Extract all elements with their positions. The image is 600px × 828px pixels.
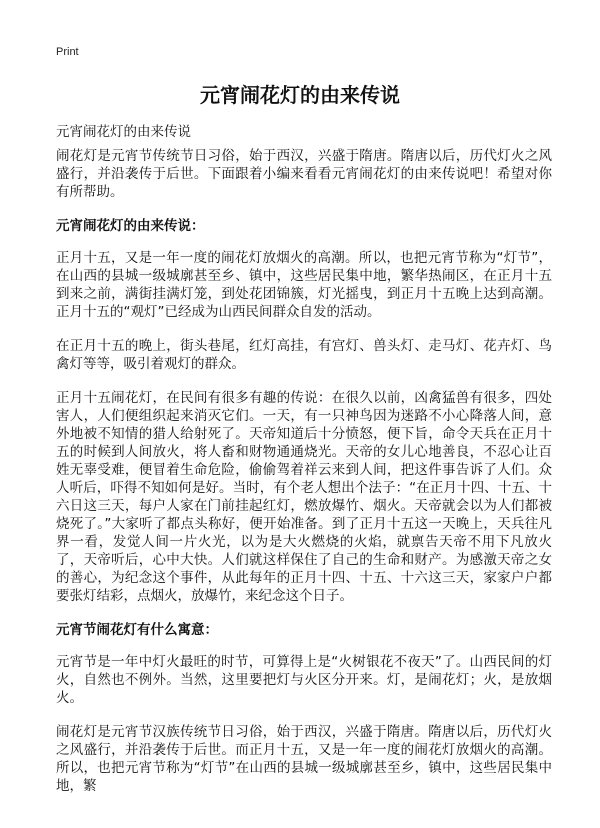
paragraph-meaning-1: 元宵节是一年中灯火最旺的时节，可算得上是“火树银花不夜天”了。山西民间的灯火，自然也不例外。当然，这里要把灯与火区分开来。灯，是闹花灯；火，是放烟火。 xyxy=(56,654,552,706)
print-link[interactable]: Print xyxy=(56,46,79,58)
article-body xyxy=(56,147,552,811)
paragraph-legend: 正月十五闹花灯，在民间有很多有趣的传说：在很久以前，凶禽猛兽有很多，四处害人，人们便组织起来消灭它们。一天，有一只神鸟因为迷路不小心降落人间，意外地被不知情的猎人给射死了。天帝知道后十分愤怒，便下旨，命令天兵在正月十五的时候到人间放火，将人畜和财物通通烧光。天帝的女儿心地善良，不忍心让百姓无辜受难，便冒着生命危险，偷偷驾着祥云来到人间，把这件事告诉了人们。众人听后，吓得不知如何是好。当时，有个老人想出个法子：“在正月十四、十五、十六日这三天，每户人家在门前挂起红灯，燃放爆竹、烟火。天帝就会以为人们都被烧死了。”大家听了都点头称好，便开始准备。到了正月十五这一天晚上，天兵往凡界一看，发觉人间一片火光，以为是大火燃烧的火焰，就禀告天帝不用下凡放火了，天帝听后，心中大快。人们就这样保住了自己的生命和财产。为感激天帝之女的善心，为纪念这个事件，从此每年的正月十四、十五、十六这三天，家家户户都要张灯结彩，点烟火，放爆竹，来纪念这个日子。 xyxy=(56,390,552,604)
page-title: 元宵闹花灯的由来传说 xyxy=(200,83,400,107)
article-subtitle: 元宵闹花灯的由来传说 xyxy=(56,124,191,140)
section-heading-origin: 元宵闹花灯的由来传说： xyxy=(56,218,205,234)
paragraph-origin-1: 正月十五，又是一年一度的闹花灯放烟火的高潮。所以，也把元宵节称为“灯节”，在山西的县城一级城廓甚至乡、镇中，这些居民集中地，繁华热闹区，在正月十五到来之前，满街挂满灯笼，到处花团锦簇，灯光摇曳，到正月十五晚上达到高潮。正月十五的“观灯”已经成为山西民间群众自发的活动。 xyxy=(56,250,552,320)
intro-paragraph: 闹花灯是元宵节传统节日习俗，始于西汉，兴盛于隋唐。隋唐以后，历代灯火之风盛行，并沿袭传于后世。下面跟着小编来看看元宵闹花灯的由来传说吧！希望对你有所帮助。 xyxy=(56,148,552,200)
paragraph-origin-2: 在正月十五的晚上，街头巷尾，红灯高挂，有宫灯、兽头灯、走马灯、花卉灯、鸟禽灯等等，吸引着观灯的群众。 xyxy=(56,338,552,372)
paragraph-meaning-2: 闹花灯是元宵节汉族传统节日习俗，始于西汉，兴盛于隋唐。隋唐以后，历代灯火之风盛行，并沿袭传于后世。而正月十五，又是一年一度的闹花灯放烟火的高潮。所以，也把元宵节称为“灯节”在山西的县城一级城廓甚至乡，镇中，这些居民集中地，繁 xyxy=(56,724,552,794)
section-heading-meaning: 元宵节闹花灯有什么寓意： xyxy=(56,622,218,638)
